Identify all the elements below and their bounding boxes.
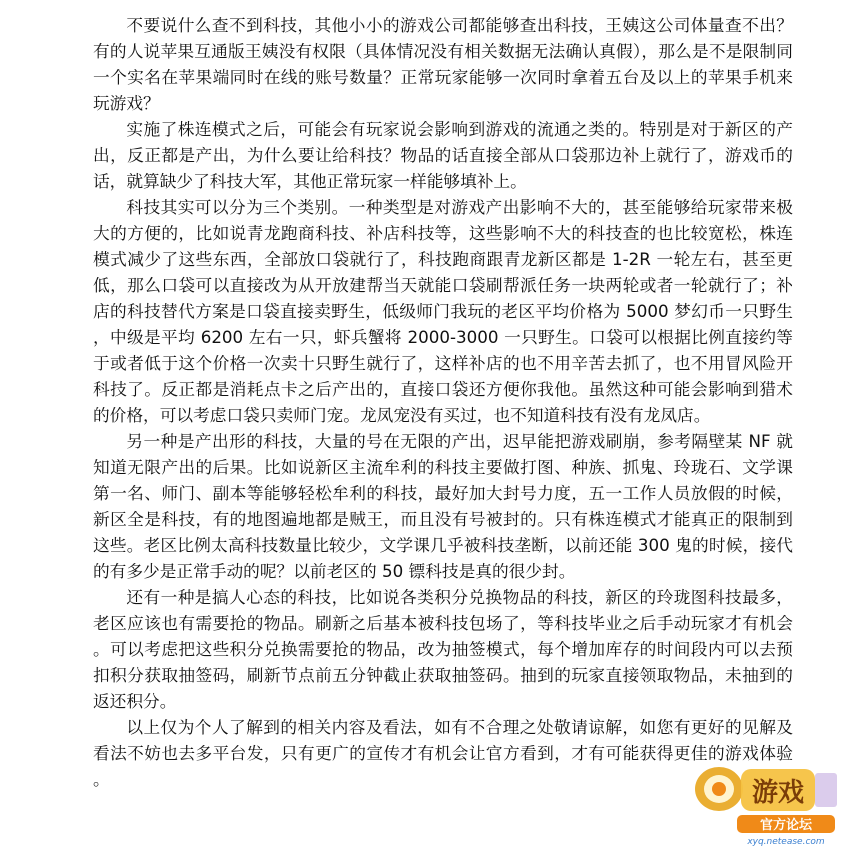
watermark-subtitle: 官方论坛: [759, 818, 813, 833]
paragraph-2: 实施了株连模式之后，可能会有玩家说会影响到游戏的流通之类的。特别是对于新区的产出，反正都是产出，为什么要让给科技？物品的话直接全部从口袋那边补上就行了，游戏币的话，就算缺少了科技大军，其他正常玩家一样能够填补上。: [93, 119, 793, 191]
article-body: [93, 12, 793, 792]
paragraph-3: 科技其实可以分为三个类别。一种类型是对游戏产出影响不大的，甚至能够给玩家带来极大的方便的，比如说青龙跑商科技、补店科技等，这些影响不大的科技查的也比较宽松，株连模式减少了这些东西，全部放口袋就行了，科技跑商跟青龙新区都是 1-2R 一轮左右，甚至更低，那么口袋可以直接改为从开放建帮当天就能口袋刷帮派任务一块两轮或者一轮就行了；补店的科技替代方案是口袋直接卖野生，低级师门我玩的老区平均价格为 5000 梦幻币一只野生，中级是平均 6200 左右一只，虾兵蟹将 2000-3000 一只野生。口袋可以根据比例直接约等于或者低于这个价格一次卖十只野生就行了，这样补店的也不用辛苦去抓了，也不用冒风险开科技了。反正都是消耗点卡之后产出的，直接口袋还方便你我他。虽然这种可能会影响到猎术的价格，可以考虑口袋只卖师门宠。龙凤宠没有买过，也不知道科技有没有龙凤店。: [93, 197, 793, 425]
watermark-logo-text: 游戏: [751, 778, 805, 808]
forum-watermark-logo: [691, 759, 841, 847]
watermark-logo-graphic: [691, 759, 841, 847]
paragraph-6: 以上仅为个人了解到的相关内容及看法，如有不合理之处敬请谅解，如您有更好的见解及看法不妨也去多平台发，只有更广的宣传才有机会让官方看到，才有可能获得更佳的游戏体验。: [93, 717, 793, 789]
watermark-url: xyq.netease.com: [747, 837, 825, 847]
paragraph-1: 不要说什么查不到科技，其他小小的游戏公司都能够查出科技，王姨这公司体量查不出？有的人说苹果互通版王姨没有权限（具体情况没有相关数据无法确认真假），那么是不是限制同一个实名在苹果端同时在线的账号数量？正常玩家能够一次同时拿着五台及以上的苹果手机来玩游戏？: [93, 15, 793, 113]
paragraph-5: 还有一种是搞人心态的科技，比如说各类积分兑换物品的科技，新区的玲珑图科技最多，老区应该也有需要抢的物品。刷新之后基本被科技包场了，等科技毕业之后手动玩家才有机会。可以考虑把这些积分兑换需要抢的物品，改为抽签模式，每个增加库存的时间段内可以去预扣积分获取抽签码，刷新节点前五分钟截止获取抽签码。抽到的玩家直接领取物品，未抽到的返还积分。: [93, 587, 793, 711]
paragraph-4: 另一种是产出形的科技，大量的号在无限的产出，迟早能把游戏刷崩，参考隔壁某 NF 就知道无限产出的后果。比如说新区主流牟利的科技主要做打图、种族、抓鬼、玲珑石、文学课第一名、师门、副本等能够轻松牟利的科技，最好加大封号力度，五一工作人员放假的时候，新区全是科技，有的地图遍地都是贼王，而且没有号被封的。只有株连模式才能真正的限制到这些。老区比例太高科技数量比较少，文学课几乎被科技垄断，以前还能 300 鬼的时候，接代的有多少是正常手动的呢？以前老区的 50 镖科技是真的很少封。: [93, 431, 793, 581]
